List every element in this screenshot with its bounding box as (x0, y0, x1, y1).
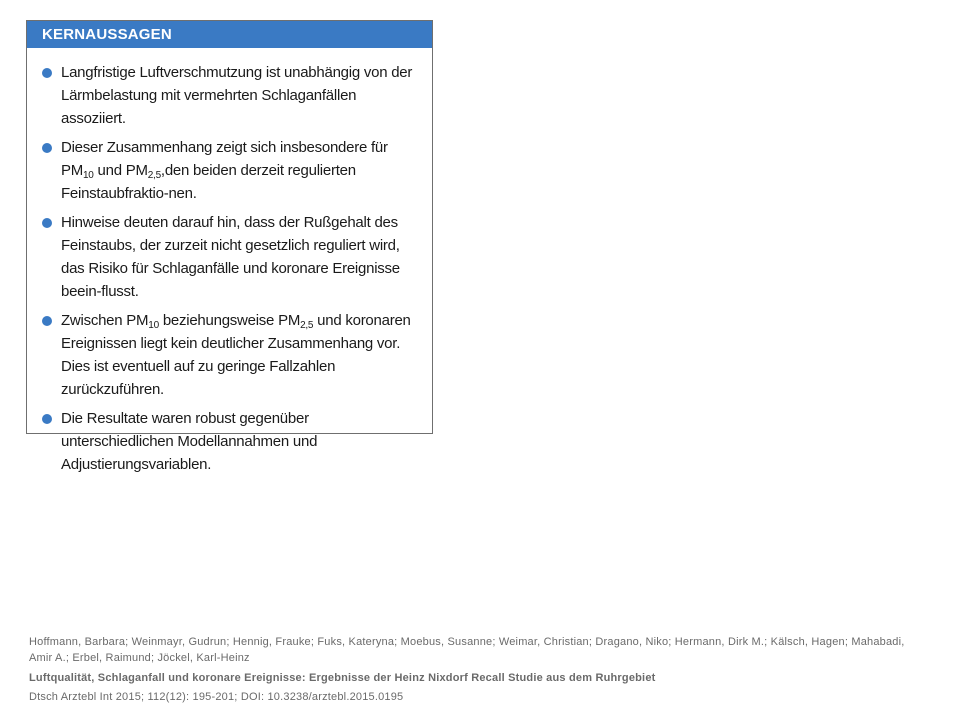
item-text-part: und PM (93, 162, 148, 179)
item-text: Die Resultate waren robust gegenüber unterschiedlichen Modellannahmen und Adjustierungsvariablen. (61, 410, 318, 473)
citation-title: Luftqualität, Schlaganfall und koronare Ereignisse: Ergebnisse der Heinz Nixdorf Recall Studie aus dem Ruhrgebiet (29, 672, 656, 684)
bullet-icon (42, 414, 52, 424)
list-item (27, 309, 432, 401)
key-messages-box (26, 20, 433, 473)
item-text-part: und koronaren Ereignissen liegt kein deutlicher Zusammenhang vor. Dies ist eventuell auf zu geringe Fallzahlen zurückzuführen. (61, 312, 411, 398)
citation-source: Dtsch Arztebl Int 2015; 112(12): 195-201; DOI: 10.3238/arztebl.2015.0195 (29, 691, 404, 703)
bullet-icon (42, 143, 52, 153)
key-messages-list (27, 61, 432, 482)
list-item (27, 136, 432, 205)
item-text-part: beziehungsweise PM (158, 312, 301, 329)
subscript: 10 (83, 170, 94, 181)
item-text-part: Dieser Zusammenhang zeigt sich insbesondere für PM (61, 139, 388, 179)
list-item (27, 61, 432, 130)
citation-authors: Hoffmann, Barbara; Weinmayr, Gudrun; Hennig, Frauke; Fuks, Kateryna; Moebus, Susanne; Weimar, Christian; Dragano, Niko; Hermann, Dirk M.; Kälsch, Hagen; Mahabadi, Amir A.; Erbel, Raimund; Jöckel, Karl-Heinz (29, 636, 905, 664)
list-item (27, 211, 432, 303)
box-header: KERNAUSSAGEN (27, 21, 432, 48)
item-text-part: Zwischen PM (61, 312, 149, 329)
subscript: 2,5 (300, 320, 314, 331)
subscript: 10 (148, 320, 159, 331)
subscript: 2,5 (147, 170, 161, 181)
bullet-icon (42, 218, 52, 228)
citation (29, 634, 929, 705)
item-text: Hinweise deuten darauf hin, dass der Rußgehalt des Feinstaubs, der zurzeit nicht gesetzlich reguliert wird, das Risiko für Schlaganfälle und koronare Ereignisse beein-flusst. (61, 214, 400, 300)
bullet-icon (42, 316, 52, 326)
bullet-icon (42, 68, 52, 78)
item-text-part: ,den beiden derzeit regulierten Feinstaubfraktio-nen. (61, 162, 356, 202)
list-item (27, 407, 432, 476)
item-text: Langfristige Luftverschmutzung ist unabhängig von der Lärmbelastung mit vermehrten Schlaganfällen assoziiert. (61, 64, 413, 127)
